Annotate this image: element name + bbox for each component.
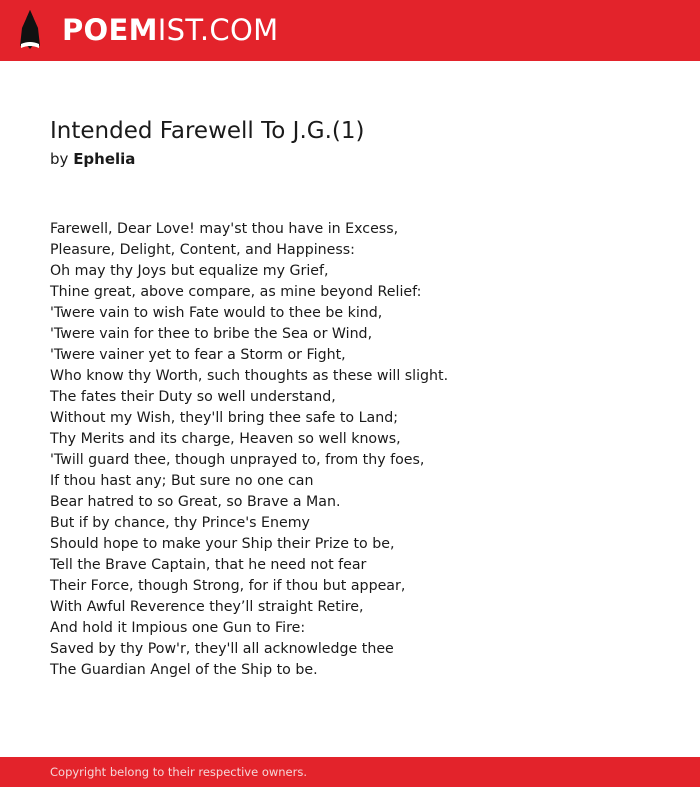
poem-line: The fates their Duty so well understand, — [50, 389, 336, 405]
logo-text-light: IST.COM — [157, 13, 279, 47]
poem-line: Thine great, above compare, as mine beyond Relief: — [50, 284, 422, 300]
poem-line: But if by chance, thy Prince's Enemy — [50, 515, 310, 531]
by-label: by — [50, 150, 69, 168]
poem-line: 'Twere vain to wish Fate would to thee be kind, — [50, 305, 383, 321]
site-header — [0, 0, 700, 61]
copyright-text: Copyright belong to their respective owners. — [50, 765, 308, 779]
poem-line: Oh may thy Joys but equalize my Grief, — [50, 263, 329, 279]
poem-line: Farewell, Dear Love! may'st thou have in Excess, — [50, 221, 399, 237]
poem-line: Tell the Brave Captain, that he need not fear — [50, 557, 367, 573]
poem-line: Without my Wish, they'll bring thee safe to Land; — [50, 410, 398, 426]
poem-line: Bear hatred to so Great, so Brave a Man. — [50, 494, 341, 510]
poem-line: Their Force, though Strong, for if thou but appear, — [50, 578, 406, 594]
poem-line: 'Twere vainer yet to fear a Storm or Fight, — [50, 347, 346, 363]
poem-line: Should hope to make your Ship their Prize to be, — [50, 536, 395, 552]
author-name: Ephelia — [73, 150, 136, 168]
byline — [50, 149, 135, 169]
poem-line: Thy Merits and its charge, Heaven so well knows, — [50, 431, 401, 447]
poem-body — [50, 219, 448, 681]
poem-line: Who know thy Worth, such thoughts as these will slight. — [50, 368, 449, 384]
poem-line: If thou hast any; But sure no one can — [50, 473, 314, 489]
poem-line: 'Twill guard thee, though unprayed to, from thy foes, — [50, 452, 425, 468]
pencil-icon[interactable] — [18, 10, 42, 51]
poem-title: Intended Farewell To J.G.(1) — [50, 118, 365, 144]
poem-line: Saved by thy Pow'r, they'll all acknowledge thee — [50, 641, 394, 657]
poem-line: Pleasure, Delight, Content, and Happiness: — [50, 242, 355, 258]
poem-line: With Awful Reverence they’ll straight Retire, — [50, 599, 364, 615]
site-footer — [0, 757, 700, 787]
poem-line: The Guardian Angel of the Ship to be. — [50, 662, 318, 678]
poem-line: And hold it Impious one Gun to Fire: — [50, 620, 306, 636]
site-logo[interactable] — [62, 12, 278, 48]
poem-line: 'Twere vain for thee to bribe the Sea or Wind, — [50, 326, 373, 342]
logo-text-bold: POEM — [62, 13, 158, 47]
